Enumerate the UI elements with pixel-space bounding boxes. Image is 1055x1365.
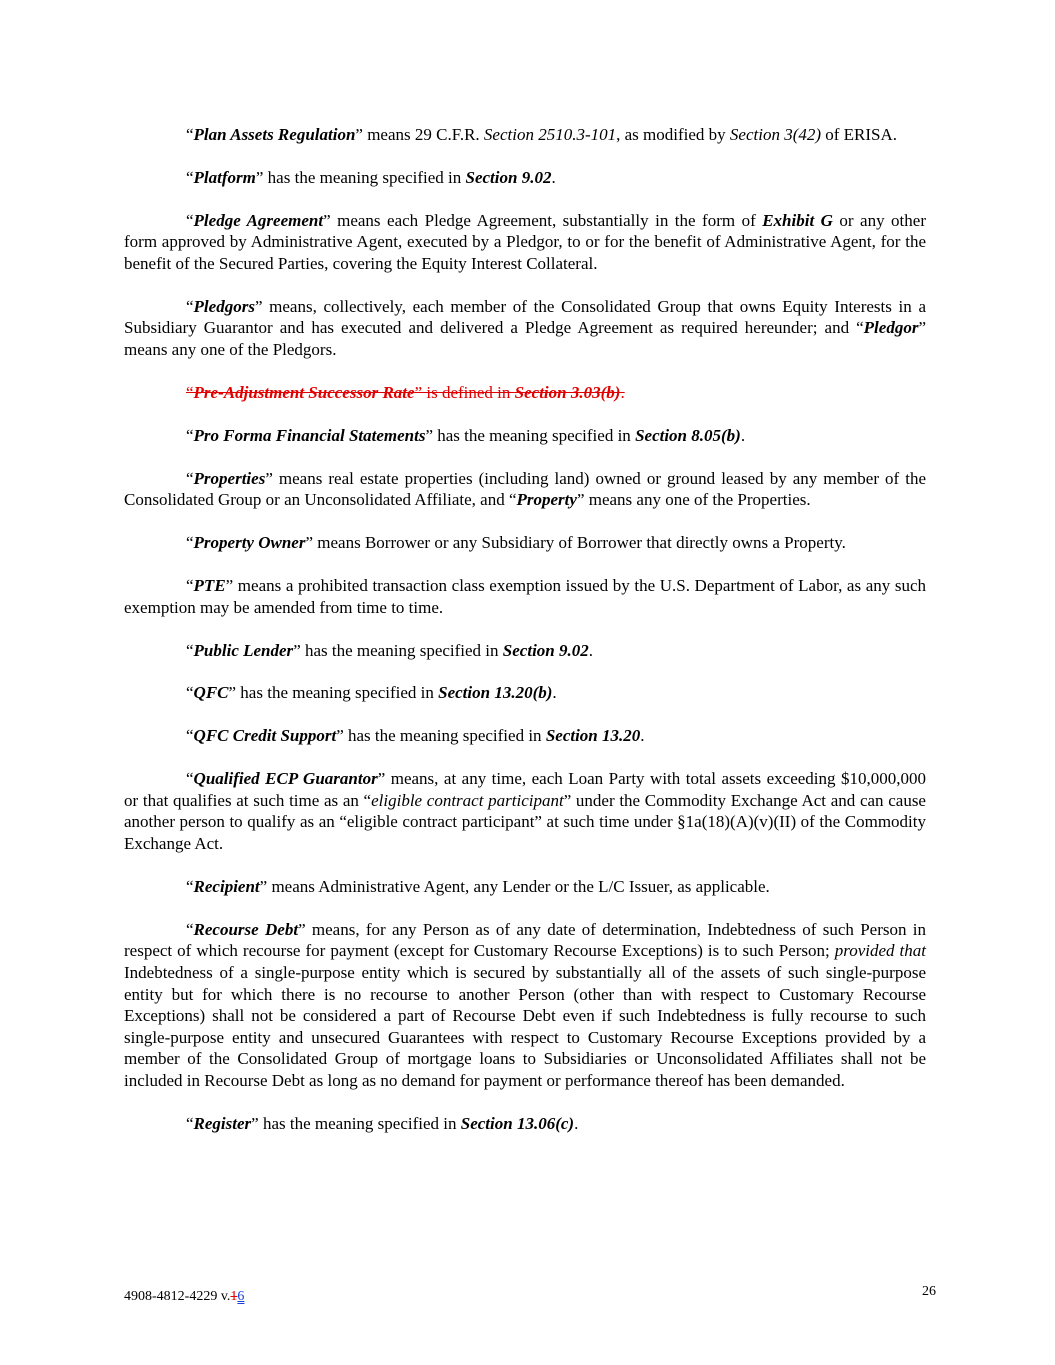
body-text: ” has the meaning specified in <box>293 640 503 660</box>
defined-term: Property Owner <box>193 533 306 553</box>
definition-paragraph <box>124 768 926 854</box>
definition-paragraph <box>124 167 926 189</box>
body-text: . <box>574 1113 579 1133</box>
definition-paragraph <box>124 682 926 704</box>
body-text: “ <box>186 425 194 445</box>
defined-term: Pledgors <box>193 296 255 316</box>
italic-text: Section 2510.3-101 <box>483 125 617 144</box>
body-text: ” has the meaning specified in <box>425 425 636 445</box>
body-text: . <box>640 726 645 746</box>
defined-term: Section 9.02 <box>465 167 552 187</box>
defined-term: Register <box>193 1113 252 1133</box>
body-text: ” has the meaning specified in <box>228 683 439 703</box>
body-text: . <box>740 425 746 445</box>
body-text: ” means any one of the Pledgors. <box>124 318 926 360</box>
defined-term: Pro Forma Financial Statements <box>193 425 426 445</box>
version-deleted: 1 <box>230 1289 238 1304</box>
italic-text: eligible contract participant <box>371 790 564 810</box>
body-text: or any other form approved by Administrative Agent, executed by a Pledgor, to or for the benefit of Administrative Agent, for the benefit of the Secured Parties, covering the Equity Interest Collateral. <box>124 210 926 273</box>
defined-term: QFC <box>193 683 229 703</box>
defined-term: QFC Credit Support <box>193 726 337 746</box>
body-text: ” means Borrower or any Subsidiary of Borrower that directly owns a Property. <box>305 533 846 553</box>
defined-term: Property <box>516 490 577 510</box>
defined-term: Section 9.02 <box>502 640 589 660</box>
body-text: ” means real estate properties (including land) owned or ground leased by any member of the Consolidated Group or an Unconsolidated Affiliate, and “ <box>124 468 926 510</box>
body-text: ” means any one of the Properties. <box>576 490 811 510</box>
defined-term: Exhibit G <box>762 210 833 230</box>
body-text: ” means a prohibited transaction class exemption issued by the U.S. Department of Labor, as any such exemption may be amended from time to time. <box>124 576 926 617</box>
version-inserted: 6 <box>237 1289 245 1304</box>
defined-term: Section 13.20(b) <box>438 683 553 703</box>
defined-term: Platform <box>193 167 256 187</box>
defined-term: Public Lender <box>193 640 294 660</box>
page-number: 26 <box>922 1284 936 1299</box>
defined-term: Plan Assets Regulation <box>193 125 356 144</box>
body-text: ” means 29 C.F.R. <box>355 125 484 144</box>
italic-text: Section 3(42) <box>729 125 822 144</box>
definition-paragraph <box>124 1113 926 1135</box>
definition-paragraph-deleted <box>124 382 926 404</box>
defined-term: Properties <box>193 468 266 488</box>
body-text: “ <box>186 876 194 896</box>
body-text: “ <box>186 769 194 789</box>
body-text: ” means, for any Person as of any date of determination, Indebtedness of such Person in respect of which recourse for payment (except for Customary Recourse Exceptions) is to such Person; <box>124 919 926 961</box>
defined-term: Section 13.06(c) <box>460 1113 575 1133</box>
defined-term: Pre-Adjustment Successor Rate <box>193 382 415 402</box>
definition-paragraph <box>124 876 926 898</box>
defined-term: Section 8.05(b) <box>635 425 741 445</box>
body-text: ” means Administrative Agent, any Lender or the L/C Issuer, as applicable. <box>259 876 770 896</box>
body-text: “ <box>186 468 194 488</box>
defined-term: Recourse Debt <box>193 919 299 939</box>
body-text: “ <box>186 125 194 144</box>
body-text: ” has the meaning specified in <box>251 1113 461 1133</box>
body-text: . <box>588 640 593 660</box>
definition-paragraph <box>124 725 926 747</box>
definition-paragraph <box>124 296 926 361</box>
definition-paragraph <box>124 210 926 275</box>
body-text: . <box>551 167 556 187</box>
defined-term: PTE <box>193 576 226 596</box>
body-text: “ <box>186 919 194 939</box>
footer-doc-id <box>124 1289 244 1305</box>
definition-paragraph <box>124 124 926 146</box>
body-text: . <box>552 683 557 703</box>
body-text: ” under the Commodity Exchange Act and can cause another person to qualify as an “eligible contract participant” at such time under §1a(18)(A)(v)(II) of the Commodity Exchange Act. <box>124 790 926 854</box>
defined-term: Recipient <box>193 876 260 896</box>
document-body <box>124 124 926 1156</box>
body-text: “ <box>186 382 194 402</box>
body-text: . <box>620 382 625 402</box>
body-text: “ <box>186 726 194 746</box>
body-text: of ERISA. <box>821 125 898 144</box>
doc-id-text: 4908-4812-4229 v. <box>124 1289 231 1304</box>
body-text: “ <box>186 576 194 596</box>
definition-paragraph <box>124 640 926 662</box>
body-text: ” means each Pledge Agreement, substantially in the form of <box>323 210 763 230</box>
body-text: “ <box>186 296 194 316</box>
body-text: Indebtedness of a single-purpose entity which is secured by substantially all of the assets of such single-purpose entity but for which there is no recourse to another Person (other than with respect to Customary Recourse Exceptions) shall not be considered a part of Recourse Debt even if such Indebtedness is fully recourse to such single-purpose entity and unsecured Guarantees with respect to Customary Recourse Exceptions provided by a member of the Consolidated Group of mortgage loans to Subsidiaries or Unconsolidated Affiliates shall not be included in Recourse Debt as long as no demand for payment or performance thereof has been demanded. <box>124 963 926 1090</box>
body-text: “ <box>186 167 194 187</box>
body-text: “ <box>186 1113 194 1133</box>
body-text: “ <box>186 640 194 660</box>
body-text: “ <box>186 683 194 703</box>
definition-paragraph <box>124 575 926 618</box>
definition-paragraph <box>124 532 926 554</box>
body-text: ” means, collectively, each member of the Consolidated Group that owns Equity Interests in a Subsidiary Guarantor and has executed and delivered a Pledge Agreement as required hereunder; and “ <box>124 296 926 338</box>
body-text: “ <box>186 533 194 553</box>
defined-term: Section 13.20 <box>545 726 641 746</box>
defined-term: Section 3.03(b) <box>514 382 621 402</box>
defined-term: Pledge Agreement <box>193 210 324 230</box>
definition-paragraph <box>124 919 926 1092</box>
body-text: , as modified by <box>616 125 730 144</box>
body-text: “ <box>186 210 194 230</box>
body-text: ” has the meaning specified in <box>336 726 546 746</box>
body-text: ” is defined in <box>414 382 515 402</box>
italic-text: provided that <box>834 941 927 961</box>
body-text: ” has the meaning specified in <box>255 167 466 187</box>
definition-paragraph <box>124 425 926 447</box>
defined-term: Qualified ECP Guarantor <box>193 769 378 789</box>
definition-paragraph <box>124 468 926 511</box>
body-text: ” means, at any time, each Loan Party with total assets exceeding $10,000,000 or that qualifies at such time as an “ <box>124 769 926 810</box>
defined-term: Pledgor <box>863 318 919 338</box>
